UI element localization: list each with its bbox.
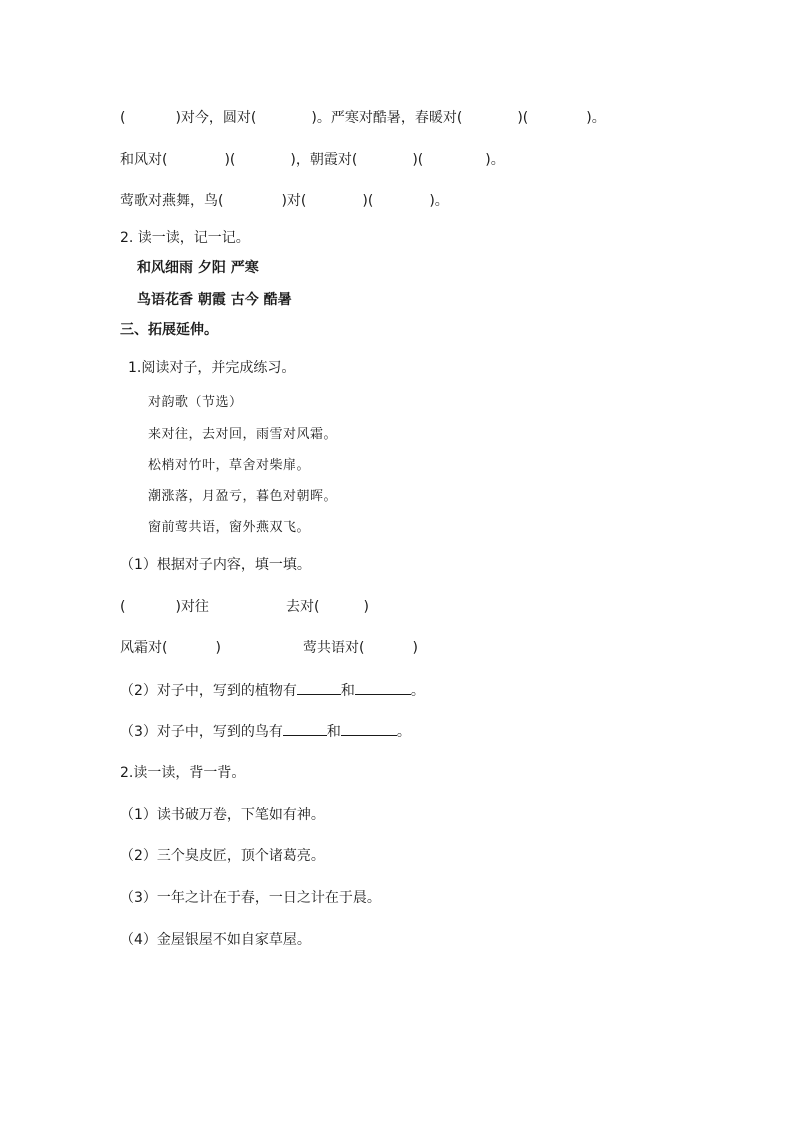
pair-text: )( (517, 110, 529, 126)
proverb-item: （3）一年之计在于春，一日之计在于晨。 (120, 890, 381, 906)
fill-row-2b (303, 638, 418, 658)
pair-text: )对( (281, 193, 307, 209)
pair-text: )。 (586, 110, 606, 126)
poem-line: 潮涨落，月盈亏，暮色对朝晖。 (148, 489, 338, 504)
fill-row-1b (286, 597, 369, 617)
s2-words-row-1: 和风细雨 夕阳 严寒 (137, 260, 259, 276)
answer-underline[interactable] (297, 680, 341, 695)
pair-text: )。严寒对酷暑，春暖对( (311, 110, 463, 126)
q1-sub-2: （2）对子中，写到的植物有 和 。 (120, 680, 425, 701)
fill-text: )对往 (175, 599, 209, 615)
poem-line: 窗前莺共语，窗外燕双飞。 (148, 520, 311, 535)
answer-underline[interactable] (355, 680, 411, 695)
pair-text: )对今，圆对( (175, 110, 257, 126)
pair-text: )( (412, 152, 424, 168)
pair-line-2 (120, 150, 505, 170)
pair-text: )( (224, 152, 236, 168)
q1-sub-3: （3）对子中，写到的鸟有 和 。 (120, 721, 411, 742)
q2-heading: 2.读一读，背一背。 (120, 765, 246, 781)
poem-line: 松梢对竹叶，草舍对柴扉。 (148, 458, 311, 473)
pair-text: )，朝霞对( (290, 152, 358, 168)
pair-line-3 (120, 191, 449, 211)
pair-text: )。 (485, 152, 505, 168)
q1-heading: 1.阅读对子，并完成练习。 (128, 360, 296, 376)
pair-text: 和风对( (120, 152, 168, 168)
fill-row-1 (120, 597, 209, 617)
pair-text: 莺歌对燕舞，鸟( (120, 193, 224, 209)
pair-text: )。 (429, 193, 449, 209)
poem-title: 对韵歌（节选） (148, 395, 243, 410)
proverb-item: （4）金屋银屋不如自家草屋。 (120, 932, 311, 948)
proverb-item: （2）三个臭皮匠，顶个诸葛亮。 (120, 848, 325, 864)
paren-close: ) (363, 599, 369, 615)
poem-line: 来对往，去对回，雨雪对风霜。 (148, 427, 338, 442)
proverb-item: （1）读书破万卷，下笔如有神。 (120, 807, 325, 823)
answer-underline[interactable] (341, 721, 397, 736)
answer-underline[interactable] (283, 721, 327, 736)
pair-line-1 (120, 108, 606, 128)
pair-text: )( (362, 193, 374, 209)
paren-close: ) (412, 640, 418, 656)
fill-text: 风霜对( (120, 640, 168, 656)
paren-open: ( (120, 599, 126, 615)
paren-close: ) (215, 640, 221, 656)
section-3-heading: 三、拓展延伸。 (120, 322, 218, 338)
fill-row-2 (120, 638, 221, 658)
s2-words-row-2: 鸟语花香 朝霞 古今 酷暑 (137, 292, 292, 308)
q1-sub-1: （1）根据对子内容，填一填。 (120, 557, 311, 573)
fill-text: 莺共语对( (303, 640, 365, 656)
paren-open: ( (120, 110, 126, 126)
s2-heading: 2. 读一读，记一记。 (120, 230, 250, 246)
fill-text: 去对( (286, 599, 320, 615)
